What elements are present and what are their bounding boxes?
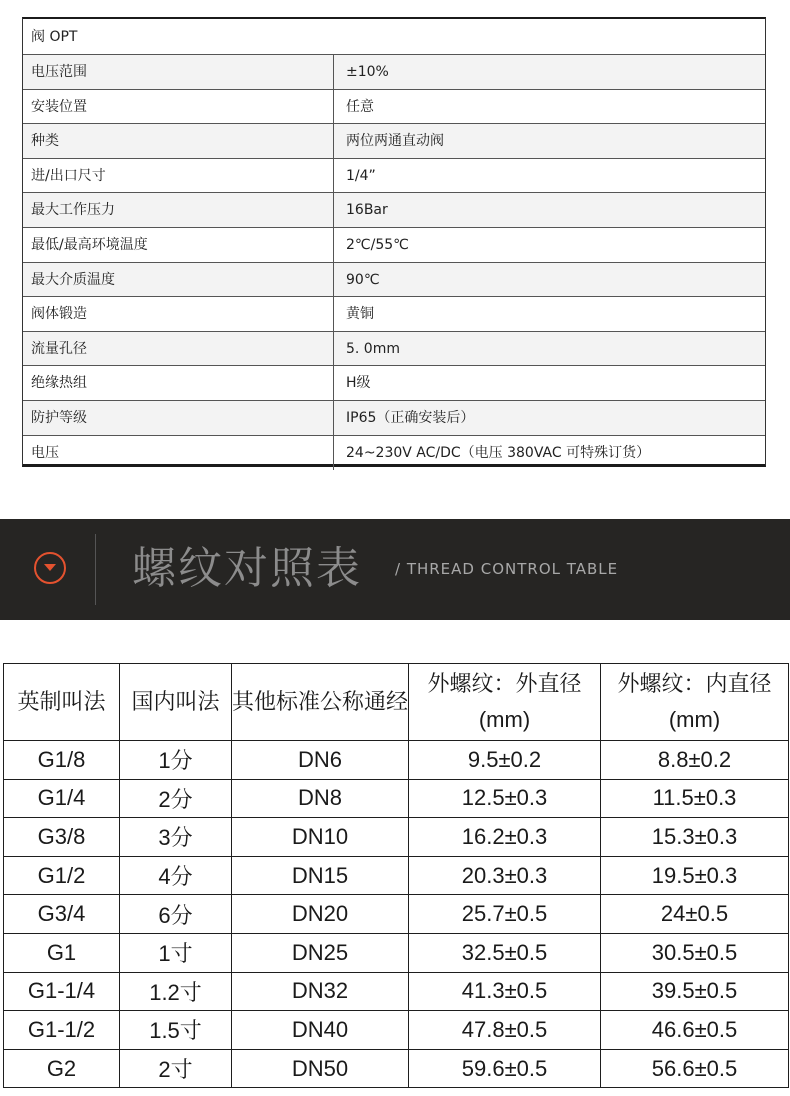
cell-nominal: DN8 bbox=[232, 779, 409, 818]
cell-inner: 15.3±0.3 bbox=[601, 818, 789, 857]
cell-imperial: G1 bbox=[4, 933, 120, 972]
cell-nominal: DN20 bbox=[232, 895, 409, 934]
spec-row bbox=[23, 159, 765, 194]
cell-imperial: G3/4 bbox=[4, 895, 120, 934]
table-row bbox=[4, 1049, 789, 1088]
spec-value: 16Bar bbox=[346, 202, 388, 219]
spec-label: 流量孔径 bbox=[23, 332, 334, 366]
table-row bbox=[4, 856, 789, 895]
spec-value: 黄铜 bbox=[346, 306, 374, 323]
cell-imperial: G2 bbox=[4, 1049, 120, 1088]
header-outer-diameter: 外螺纹：外直径(mm) bbox=[409, 664, 601, 741]
cell-domestic: 1寸 bbox=[120, 933, 232, 972]
spec-value: 24~230V AC/DC（电压 380VAC 可特殊订货） bbox=[346, 444, 651, 461]
spec-value: 5. 0mm bbox=[346, 340, 400, 357]
cell-outer: 20.3±0.3 bbox=[409, 856, 601, 895]
cell-outer: 47.8±0.5 bbox=[409, 1011, 601, 1050]
cell-outer: 16.2±0.3 bbox=[409, 818, 601, 857]
section-subtitle: / THREAD CONTROL TABLE bbox=[395, 560, 619, 578]
table-row bbox=[4, 972, 789, 1011]
cell-domestic: 1.5寸 bbox=[120, 1011, 232, 1050]
spec-label: 最大工作压力 bbox=[23, 193, 334, 227]
cell-domestic: 2分 bbox=[120, 779, 232, 818]
spec-label: 电压 bbox=[23, 436, 334, 471]
cell-imperial: G1/8 bbox=[4, 741, 120, 780]
cell-nominal: DN32 bbox=[232, 972, 409, 1011]
spec-row bbox=[23, 124, 765, 159]
cell-nominal: DN15 bbox=[232, 856, 409, 895]
cell-domestic: 3分 bbox=[120, 818, 232, 857]
cell-domestic: 2寸 bbox=[120, 1049, 232, 1088]
spec-row bbox=[23, 90, 765, 125]
spec-label: 最大介质温度 bbox=[23, 263, 334, 297]
spec-value: H级 bbox=[346, 375, 371, 392]
spec-row bbox=[23, 366, 765, 401]
spec-value: IP65（正确安装后） bbox=[346, 410, 475, 426]
cell-outer: 41.3±0.5 bbox=[409, 972, 601, 1011]
spec-row bbox=[23, 436, 765, 471]
table-header-row bbox=[4, 664, 789, 741]
spec-row bbox=[23, 55, 765, 90]
spec-label: 最低/最高环境温度 bbox=[23, 228, 334, 262]
chevron-down-circle-icon bbox=[34, 552, 66, 584]
spec-label: 进/出口尺寸 bbox=[23, 159, 334, 193]
cell-imperial: G1/2 bbox=[4, 856, 120, 895]
spec-value: 两位两通直动阀 bbox=[346, 133, 444, 150]
cell-outer: 9.5±0.2 bbox=[409, 741, 601, 780]
cell-inner: 39.5±0.5 bbox=[601, 972, 789, 1011]
banner-divider bbox=[95, 534, 96, 605]
spec-label: 种类 bbox=[23, 124, 334, 158]
cell-inner: 46.6±0.5 bbox=[601, 1011, 789, 1050]
cell-nominal: DN25 bbox=[232, 933, 409, 972]
cell-inner: 30.5±0.5 bbox=[601, 933, 789, 972]
cell-domestic: 1分 bbox=[120, 741, 232, 780]
cell-nominal: DN6 bbox=[232, 741, 409, 780]
spec-row bbox=[23, 263, 765, 298]
cell-nominal: DN50 bbox=[232, 1049, 409, 1088]
spec-row bbox=[23, 332, 765, 367]
spec-label: 防护等级 bbox=[23, 401, 334, 435]
cell-outer: 25.7±0.5 bbox=[409, 895, 601, 934]
spec-value: 90℃ bbox=[346, 271, 380, 288]
table-row bbox=[4, 933, 789, 972]
section-title: 螺纹对照表 bbox=[132, 543, 362, 594]
header-inner-diameter: 外螺纹：内直径(mm) bbox=[601, 664, 789, 741]
spec-label: 电压范围 bbox=[23, 55, 334, 89]
cell-inner: 24±0.5 bbox=[601, 895, 789, 934]
spec-value: 1/4” bbox=[346, 167, 376, 184]
cell-imperial: G3/8 bbox=[4, 818, 120, 857]
cell-imperial: G1-1/2 bbox=[4, 1011, 120, 1050]
header-domestic-name: 国内叫法 bbox=[120, 664, 232, 741]
spec-label: 绝缘热组 bbox=[23, 366, 334, 400]
spec-row bbox=[23, 193, 765, 228]
cell-domestic: 4分 bbox=[120, 856, 232, 895]
spec-row bbox=[23, 297, 765, 332]
spec-value: ±10% bbox=[346, 64, 389, 80]
spec-table bbox=[22, 17, 766, 467]
cell-nominal: DN40 bbox=[232, 1011, 409, 1050]
table-row bbox=[4, 818, 789, 857]
table-row bbox=[4, 1011, 789, 1050]
table-row bbox=[4, 895, 789, 934]
spec-label: 阀体锻造 bbox=[23, 297, 334, 331]
spec-table-title: 阀 OPT bbox=[23, 19, 765, 55]
cell-imperial: G1-1/4 bbox=[4, 972, 120, 1011]
cell-inner: 56.6±0.5 bbox=[601, 1049, 789, 1088]
cell-domestic: 1.2寸 bbox=[120, 972, 232, 1011]
cell-domestic: 6分 bbox=[120, 895, 232, 934]
spec-row bbox=[23, 228, 765, 263]
cell-outer: 59.6±0.5 bbox=[409, 1049, 601, 1088]
table-row bbox=[4, 741, 789, 780]
spec-value: 2℃/55℃ bbox=[346, 237, 409, 253]
spec-label: 安装位置 bbox=[23, 90, 334, 124]
section-banner bbox=[0, 519, 790, 620]
cell-inner: 11.5±0.3 bbox=[601, 779, 789, 818]
cell-nominal: DN10 bbox=[232, 818, 409, 857]
cell-inner: 8.8±0.2 bbox=[601, 741, 789, 780]
thread-table bbox=[3, 663, 789, 1088]
table-row bbox=[4, 779, 789, 818]
spec-row bbox=[23, 401, 765, 436]
header-nominal-diameter: 其他标准公称通经 bbox=[232, 664, 409, 741]
cell-inner: 19.5±0.3 bbox=[601, 856, 789, 895]
cell-imperial: G1/4 bbox=[4, 779, 120, 818]
cell-outer: 12.5±0.3 bbox=[409, 779, 601, 818]
cell-outer: 32.5±0.5 bbox=[409, 933, 601, 972]
header-imperial-name: 英制叫法 bbox=[4, 664, 120, 741]
spec-value: 任意 bbox=[346, 98, 374, 115]
